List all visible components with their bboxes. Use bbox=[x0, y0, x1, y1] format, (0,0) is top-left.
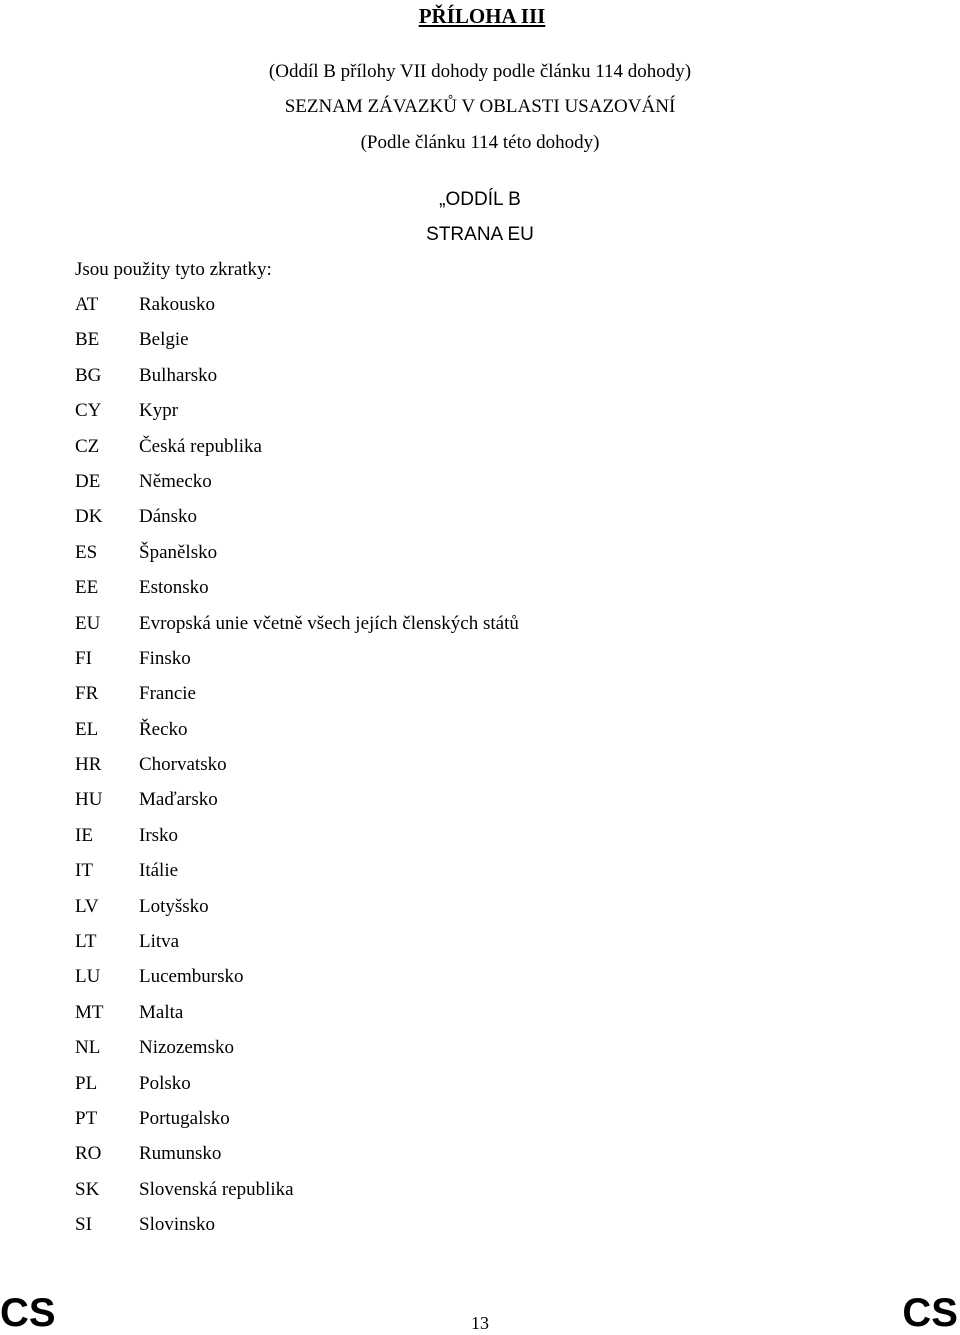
abbreviation-row bbox=[75, 895, 519, 930]
abbreviation-code: SK bbox=[75, 1178, 100, 1200]
abbreviation-name: Nizozemsko bbox=[139, 1037, 234, 1059]
abbreviation-name: Finsko bbox=[139, 647, 191, 669]
footer-language-left: CS bbox=[0, 1291, 56, 1335]
abbreviation-row bbox=[75, 824, 519, 859]
abbreviation-name: Španělsko bbox=[139, 541, 218, 563]
annex-article-line: (Podle článku 114 této dohody) bbox=[360, 132, 600, 153]
abbreviation-code: LT bbox=[75, 931, 97, 953]
abbreviation-row bbox=[75, 859, 519, 894]
abbreviation-name: Maďarsko bbox=[139, 789, 218, 811]
abbreviation-code: SI bbox=[75, 1214, 92, 1236]
abbreviation-code: AT bbox=[75, 294, 99, 315]
page-number: 13 bbox=[471, 1313, 489, 1333]
footer-language-right: CS bbox=[902, 1291, 958, 1335]
abbreviation-code: CZ bbox=[75, 435, 100, 457]
abbreviation-name: Dánsko bbox=[139, 506, 198, 528]
abbreviation-name: Polsko bbox=[139, 1072, 191, 1094]
abbreviation-code: BE bbox=[75, 329, 100, 351]
abbreviation-row bbox=[75, 1213, 519, 1248]
abbreviation-row bbox=[75, 612, 519, 647]
abbreviation-code: HR bbox=[75, 754, 102, 776]
abbreviation-row bbox=[75, 753, 519, 788]
abbreviation-code: RO bbox=[75, 1143, 102, 1165]
abbreviation-row bbox=[75, 505, 519, 540]
abbreviation-name: Německo bbox=[139, 470, 212, 492]
abbreviation-name: Kypr bbox=[139, 400, 179, 422]
abbreviation-row bbox=[75, 930, 519, 965]
abbreviation-code: LU bbox=[75, 966, 101, 988]
abbreviation-row bbox=[75, 293, 519, 328]
abbreviation-row bbox=[75, 435, 519, 470]
abbreviation-code: EL bbox=[75, 718, 99, 740]
abbreviation-code: FI bbox=[75, 647, 92, 669]
section-subtitle: STRANA EU bbox=[426, 224, 534, 245]
abbreviation-code: ES bbox=[75, 541, 98, 563]
abbreviation-row bbox=[75, 965, 519, 1000]
abbreviation-code: EU bbox=[75, 612, 101, 634]
abbreviation-code: PL bbox=[75, 1072, 98, 1094]
abbreviation-name: Chorvatsko bbox=[139, 754, 227, 776]
annex-reference-line: (Oddíl B přílohy VII dohody podle článku 114 dohody) bbox=[268, 61, 692, 82]
abbreviation-row bbox=[75, 470, 519, 505]
abbreviation-row bbox=[75, 1107, 519, 1142]
abbreviation-code: FR bbox=[75, 683, 99, 705]
abbreviation-code: HU bbox=[75, 789, 103, 811]
abbreviation-name: Belgie bbox=[139, 329, 189, 351]
abbreviation-name: Irsko bbox=[139, 824, 179, 846]
abbreviation-code: MT bbox=[75, 1001, 104, 1023]
annex-heading-line: SEZNAM ZÁVAZKŮ V OBLASTI USAZOVÁNÍ bbox=[284, 96, 676, 117]
abbreviation-row bbox=[75, 647, 519, 682]
abbreviation-code: BG bbox=[75, 364, 102, 386]
abbreviation-name: Itálie bbox=[139, 860, 179, 882]
abbreviation-name: Francie bbox=[139, 683, 196, 705]
abbreviation-row bbox=[75, 541, 519, 576]
abbreviation-row bbox=[75, 1036, 519, 1071]
abbreviation-row bbox=[75, 364, 519, 399]
abbreviation-code: EE bbox=[75, 577, 99, 599]
abbreviations-intro: Jsou použity tyto zkratky: bbox=[75, 259, 272, 280]
abbreviation-code: DE bbox=[75, 470, 101, 492]
abbreviation-name: Česká republika bbox=[139, 435, 262, 457]
abbreviation-row bbox=[75, 788, 519, 823]
abbreviation-row bbox=[75, 576, 519, 611]
abbreviation-name: Rumunsko bbox=[139, 1143, 222, 1165]
abbreviation-name: Portugalsko bbox=[139, 1107, 230, 1129]
abbreviation-name: Slovenská republika bbox=[139, 1178, 294, 1200]
abbreviation-code: IE bbox=[75, 824, 93, 846]
abbreviation-name: Litva bbox=[139, 931, 180, 953]
abbreviation-code: DK bbox=[75, 506, 103, 528]
abbreviations-list bbox=[75, 293, 519, 1249]
abbreviation-code: LV bbox=[75, 895, 99, 917]
abbreviation-row bbox=[75, 718, 519, 753]
abbreviation-name: Bulharsko bbox=[139, 364, 218, 386]
abbreviation-name: Řecko bbox=[139, 718, 188, 740]
section-title: „ODDÍL B bbox=[439, 189, 521, 210]
abbreviation-name: Lucembursko bbox=[139, 966, 244, 988]
abbreviation-code: CY bbox=[75, 400, 102, 422]
abbreviation-name: Slovinsko bbox=[139, 1214, 216, 1236]
abbreviation-row bbox=[75, 399, 519, 434]
abbreviation-row bbox=[75, 1142, 519, 1177]
abbreviation-row bbox=[75, 1001, 519, 1036]
abbreviation-name: Estonsko bbox=[139, 577, 209, 599]
abbreviation-row bbox=[75, 328, 519, 363]
abbreviation-name: Malta bbox=[139, 1001, 184, 1023]
abbreviation-row bbox=[75, 1072, 519, 1107]
abbreviation-name: Lotyšsko bbox=[139, 895, 209, 917]
abbreviation-name: Evropská unie včetně všech jejích členských států bbox=[139, 612, 519, 634]
abbreviation-row bbox=[75, 1178, 519, 1213]
abbreviation-code: IT bbox=[75, 860, 93, 882]
annex-title: PŘÍLOHA III bbox=[418, 4, 546, 28]
abbreviation-name: Rakousko bbox=[139, 294, 215, 315]
abbreviation-code: NL bbox=[75, 1037, 101, 1059]
abbreviation-row bbox=[75, 682, 519, 717]
abbreviation-code: PT bbox=[75, 1107, 98, 1129]
